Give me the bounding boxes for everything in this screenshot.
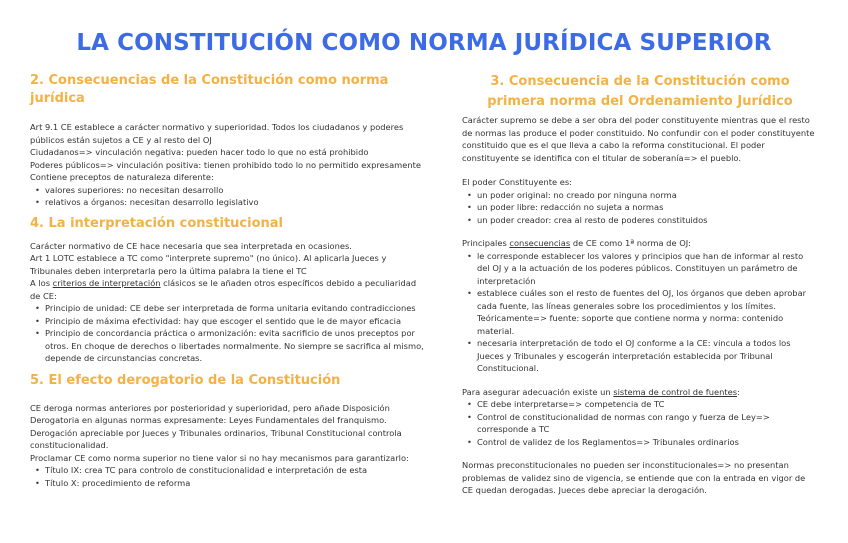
consecuencias-link-text: consecuencias xyxy=(509,238,571,248)
section-2-heading: 2. Consecuencias de la Constitución como norma jurídica xyxy=(30,73,389,106)
s3-list-1 xyxy=(462,189,818,227)
list-item: • un poder libre: redacción no sujeta a normas xyxy=(477,201,818,214)
list-item: • le corresponde establecer los valores y principios que han de informar al resto del OJ y a la actuación de los poderes públicos. Constituyen un parámetro de interpretación xyxy=(477,250,818,288)
s4-paragraph-2: Art 1 LOTC establece a TC como "interprete supremo" (no único). Al aplicarla Jueces y Tribunales deben interpretarla pero la última palabra la tiene el TC xyxy=(30,253,387,276)
s3-list-2 xyxy=(462,250,818,375)
s3-paragraph-1: Carácter supremo se debe a ser obra del poder constituyente mientras que el resto de normas las produce el poder constituido. No confundir con el poder constituyente constituido que es el que lleva a cabo la reforma constitucional. El poder constituyente se identifica con el titular de soberanía=> el pueblo. xyxy=(462,115,815,163)
right-column xyxy=(462,72,818,497)
s5-paragraph-2: Derogación apreciable por Jueces y Tribunales ordinarios, Tribunal Constitucional controla constitucionalidad. xyxy=(30,427,402,450)
s5-paragraph-1: CE deroga normas anteriores por posterioridad y superioridad, pero añade Disposición Derogatoria en algunas normas expresamente: Leyes Fundamentales del franquismo. xyxy=(30,402,390,425)
list-item: • Principio de concordancia práctica o armonización: evita sacrificio de unos preceptos por otros. En choque de derechos o libertades normalmente. No siempre se sacrifica al mismo, depende de circunstancias concretas. xyxy=(45,327,425,365)
s2-paragraph-2: Ciudadanos=> vinculación negativa: pueden hacer todo lo que no está prohibido xyxy=(30,147,369,157)
list-item: • Control de validez de los Reglamentos=> Tribunales ordinarios xyxy=(477,436,818,449)
list-item: • necesaria interpretación de todo el OJ conforme a la CE: vincula a todos los Jueces y Tribunales y escogerán interpretación establecida por Tribunal Constitucional. xyxy=(477,337,818,375)
s3-paragraph-4: Para asegurar adecuación existe un sistema de control de fuentes: xyxy=(462,386,740,397)
s2-list xyxy=(30,184,425,209)
s3-paragraph-3: Principales consecuencias de CE como 1ª norma de OJ: xyxy=(462,238,691,248)
list-item: • Principio de máxima efectividad: hay que escoger el sentido que le de mayor eficacia xyxy=(45,315,425,328)
s5-list xyxy=(30,464,425,489)
s3-paragraph-5: Normas preconstitucionales no pueden ser inconstitucionales=> no presentan problemas de validez sino de vigencia, se entiende que con la entrada en vigor de CE quedan derogadas. Jueces debe apreciar la derogación. xyxy=(462,460,806,495)
s2-paragraph-4: Contiene preceptos de naturaleza diferente: xyxy=(30,172,214,182)
sistema-control-link-text: sistema de control de fuentes xyxy=(613,386,738,397)
s4-list xyxy=(30,302,425,365)
list-item: • Título X: procedimiento de reforma xyxy=(45,477,425,490)
list-item: • Control de constitucionalidad de normas con rango y fuerza de Ley=> corresponde a TC xyxy=(477,411,818,436)
list-item: • valores superiores: no necesitan desarrollo xyxy=(45,184,425,197)
list-item: • CE debe interpretarse=> competencia de TC xyxy=(477,398,818,411)
list-item: • un poder creador: crea al resto de poderes constituidos xyxy=(477,214,818,227)
list-item: • Principio de unidad: CE debe ser interpretada de forma unitaria evitando contradicciones xyxy=(45,302,425,315)
list-item: • Título IX: crea TC para controlo de constitucionalidad e interpretación de esta xyxy=(45,464,425,477)
section-3-heading: 3. Consecuencia de la Constitución como primera norma del Ordenamiento Jurídico xyxy=(487,74,793,109)
left-column xyxy=(30,72,425,489)
section-5-heading: 5. El efecto derogatorio de la Constitución xyxy=(30,372,341,388)
list-item: • un poder original: no creado por ninguna norma xyxy=(477,189,818,202)
s4-paragraph-1: Carácter normativo de CE hace necesaria que sea interpretada en ocasiones. xyxy=(30,240,352,251)
s3-paragraph-2: El poder Constituyente es: xyxy=(462,177,572,187)
page-title: LA CONSTITUCIÓN COMO NORMA JURÍDICA SUPERIOR xyxy=(76,30,772,56)
s4-paragraph-3: A los criterios de interpretación clásicos se le añaden otros específicos debido a peculiaridad de CE: xyxy=(30,278,417,301)
s5-paragraph-3: Proclamar CE como norma superior no tiene valor si no hay mecanismos para garantizarlo: xyxy=(30,452,409,463)
s2-paragraph-1: Art 9.1 CE establece a carácter normativo y superioridad. Todos los ciudadanos y poderes públicos están sujetos a CE y al resto del OJ xyxy=(30,122,404,145)
list-item: • relativos a órganos: necesitan desarrollo legislativo xyxy=(45,196,425,209)
s3-list-3 xyxy=(462,398,818,448)
s2-paragraph-3: Poderes públicos=> vinculación positiva: tienen prohibido todo lo no permitido expresamente xyxy=(30,159,421,170)
criterios-link-text: criterios de interpretación xyxy=(52,278,161,288)
list-item: • establece cuáles son el resto de fuentes del OJ, los órganos que deben aprobar cada fuente, las líneas generales sobre los procedimientos y los límites. Teóricamente=> fuente: soporte que contiene norma y norma: contenido material. xyxy=(477,287,818,337)
section-4-heading: 4. La interpretación constitucional xyxy=(30,215,283,231)
